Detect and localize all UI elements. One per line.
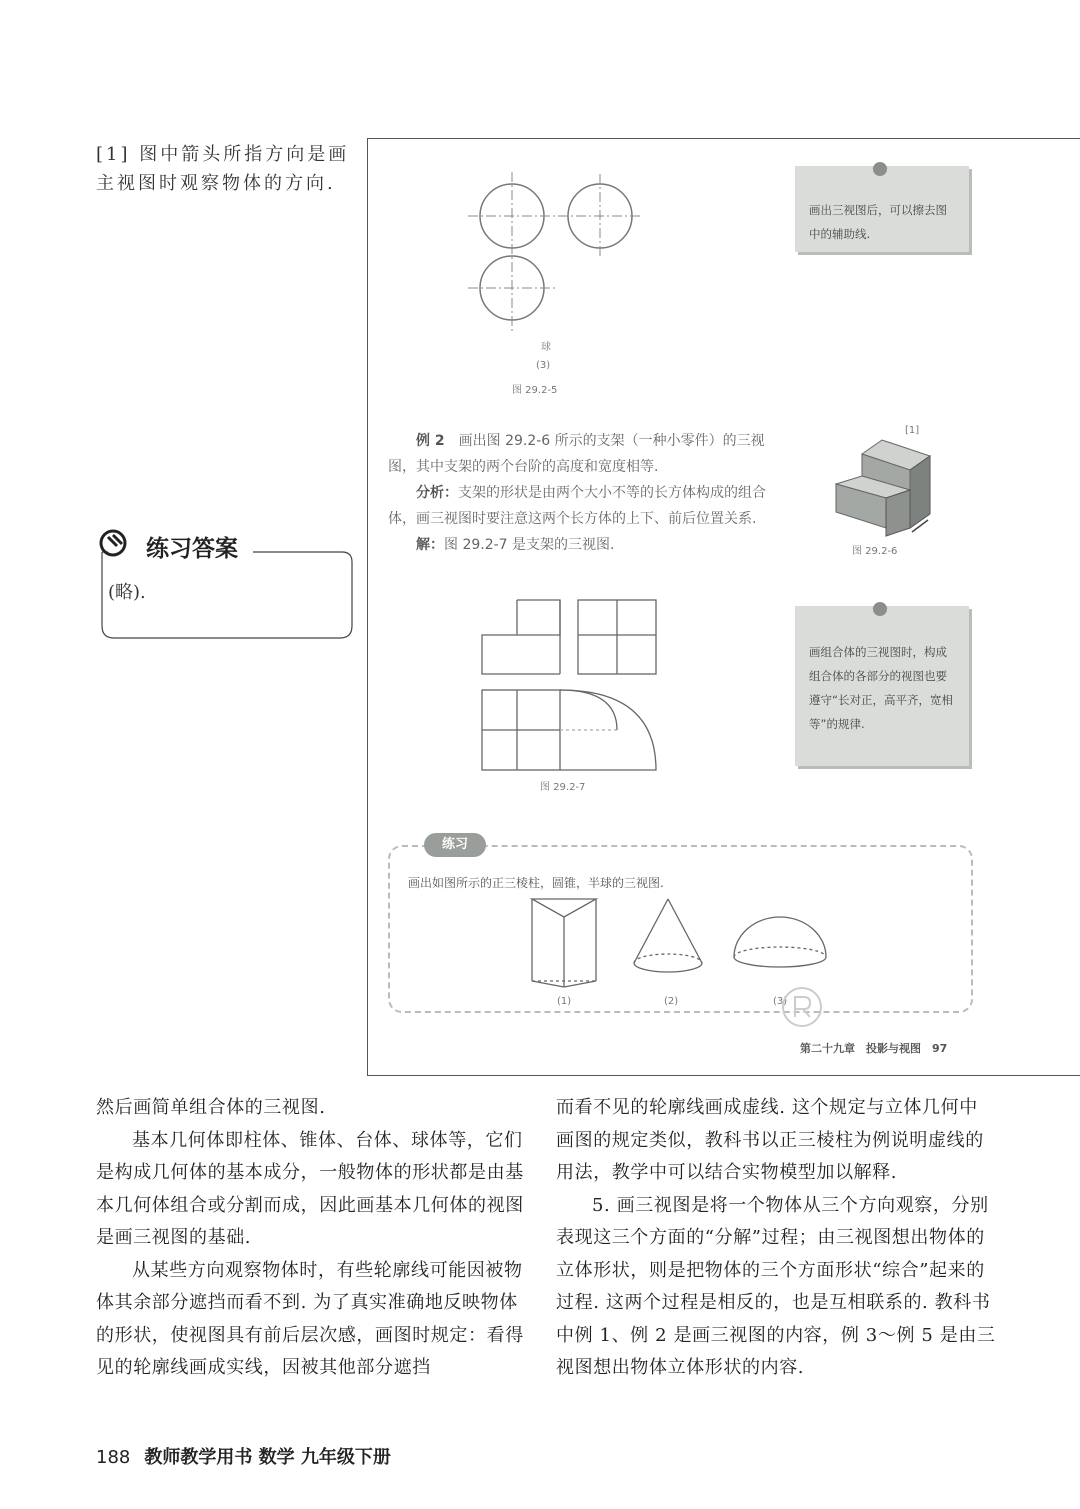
body-right-column [556,1092,996,1385]
practice-tag: 练习 [424,833,486,857]
bracket-3d-figure [832,432,942,542]
tip-note-2-text: 画组合体的三视图时，构成组合体的各部分的视图也要遵守“长对正，高平齐，宽相等”的规律. [809,645,953,731]
answer-title: 练习答案 [146,536,238,562]
practice-text: 画出如图所示的正三棱柱，圆锥，半球的三视图. [408,876,664,890]
solution-title: 解： [416,537,444,553]
shape-label-3: (3) [773,996,788,1007]
margin-note: [1] 图中箭头所指方向是画主视图时观察物体的方向. [96,144,350,194]
page-number: 188 [96,1447,131,1468]
analysis-title: 分析： [416,485,458,501]
fig2-caption: 图 29.2-6 [852,546,898,557]
tip-note-1-text: 画出三视图后，可以擦去图中的辅助线. [809,203,947,241]
answer-icon [98,528,132,558]
registered-mark-icon [780,985,824,1029]
body-left-column [96,1092,536,1385]
shape-label-1: (1) [557,996,572,1007]
example-title: 例 2 [416,433,445,449]
bracket-three-views-figure [480,598,660,773]
fig1-label: 球 [541,342,551,353]
tip-note-2 [795,606,969,766]
solution-body: 图 29.2-7 是支架的三视图. [444,537,615,553]
body-right-paragraph: 而看不见的轮廓线画成虚线. 这个规定与立体几何中画图的规定类似，教科书以正三棱柱为例说明虚线的用法，教学中可以结合实物模型加以解释. [556,1097,984,1183]
textbook-page-footer: 第二十九章 投影与视图 97 [800,1042,948,1055]
example-2 [388,428,788,558]
hemisphere-figure [730,915,830,975]
body-left-paragraph: 然后画简单组合体的三视图. [96,1097,326,1118]
body-left-paragraph: 基本几何体即柱体、锥体、台体、球体等，它们是构成几何体的基本成分，一般物体的形状都是由基本几何体组合或分割而成，因此画基本几何体的视图是画三视图的基础. [96,1129,524,1248]
triangular-prism-figure [526,895,602,990]
shape-label-2: (2) [664,996,679,1007]
fig2-mark: [1] [905,425,920,436]
example-body: 画出图 29.2-6 所示的支架（一种小零件）的三视图，其中支架的两个台阶的高度和宽度相等. [388,433,765,475]
book-title: 教师教学用书 数学 九年级下册 [144,1447,391,1468]
tip-note-1 [795,166,969,252]
answer-text: (略). [108,582,146,603]
fig1-caption: 图 29.2-5 [512,385,558,396]
fig3-caption: 图 29.2-7 [540,782,586,793]
sphere-views-figure [462,170,652,335]
cone-figure [630,895,706,985]
body-right-paragraph: 5. 画三视图是将一个物体从三个方向观察，分别表现这三个方面的“分解”过程；由三视图想出物体的立体形状，则是把物体的三个方面形状“综合”起来的过程. 这两个过程是相反的，也是互相联系的. 教科书中例 1、例 2 是画三视图的内容，例 3～例 5 是由三视图想出物体立体形状的内容. [556,1194,996,1378]
body-left-paragraph: 从某些方向观察物体时，有些轮廓线可能因被物体其余部分遮挡而看不到. 为了真实准确地反映物体的形状，使视图具有前后层次感，画图时规定：看得见的轮廓线画成实线，因被其他部分遮挡 [96,1259,524,1378]
fig1-sub: (3) [536,360,551,371]
page-footer [96,1443,391,1469]
analysis-body: 支架的形状是由两个大小不等的长方体构成的组合体，画三视图时要注意这两个长方体的上下、前后位置关系. [388,485,766,527]
